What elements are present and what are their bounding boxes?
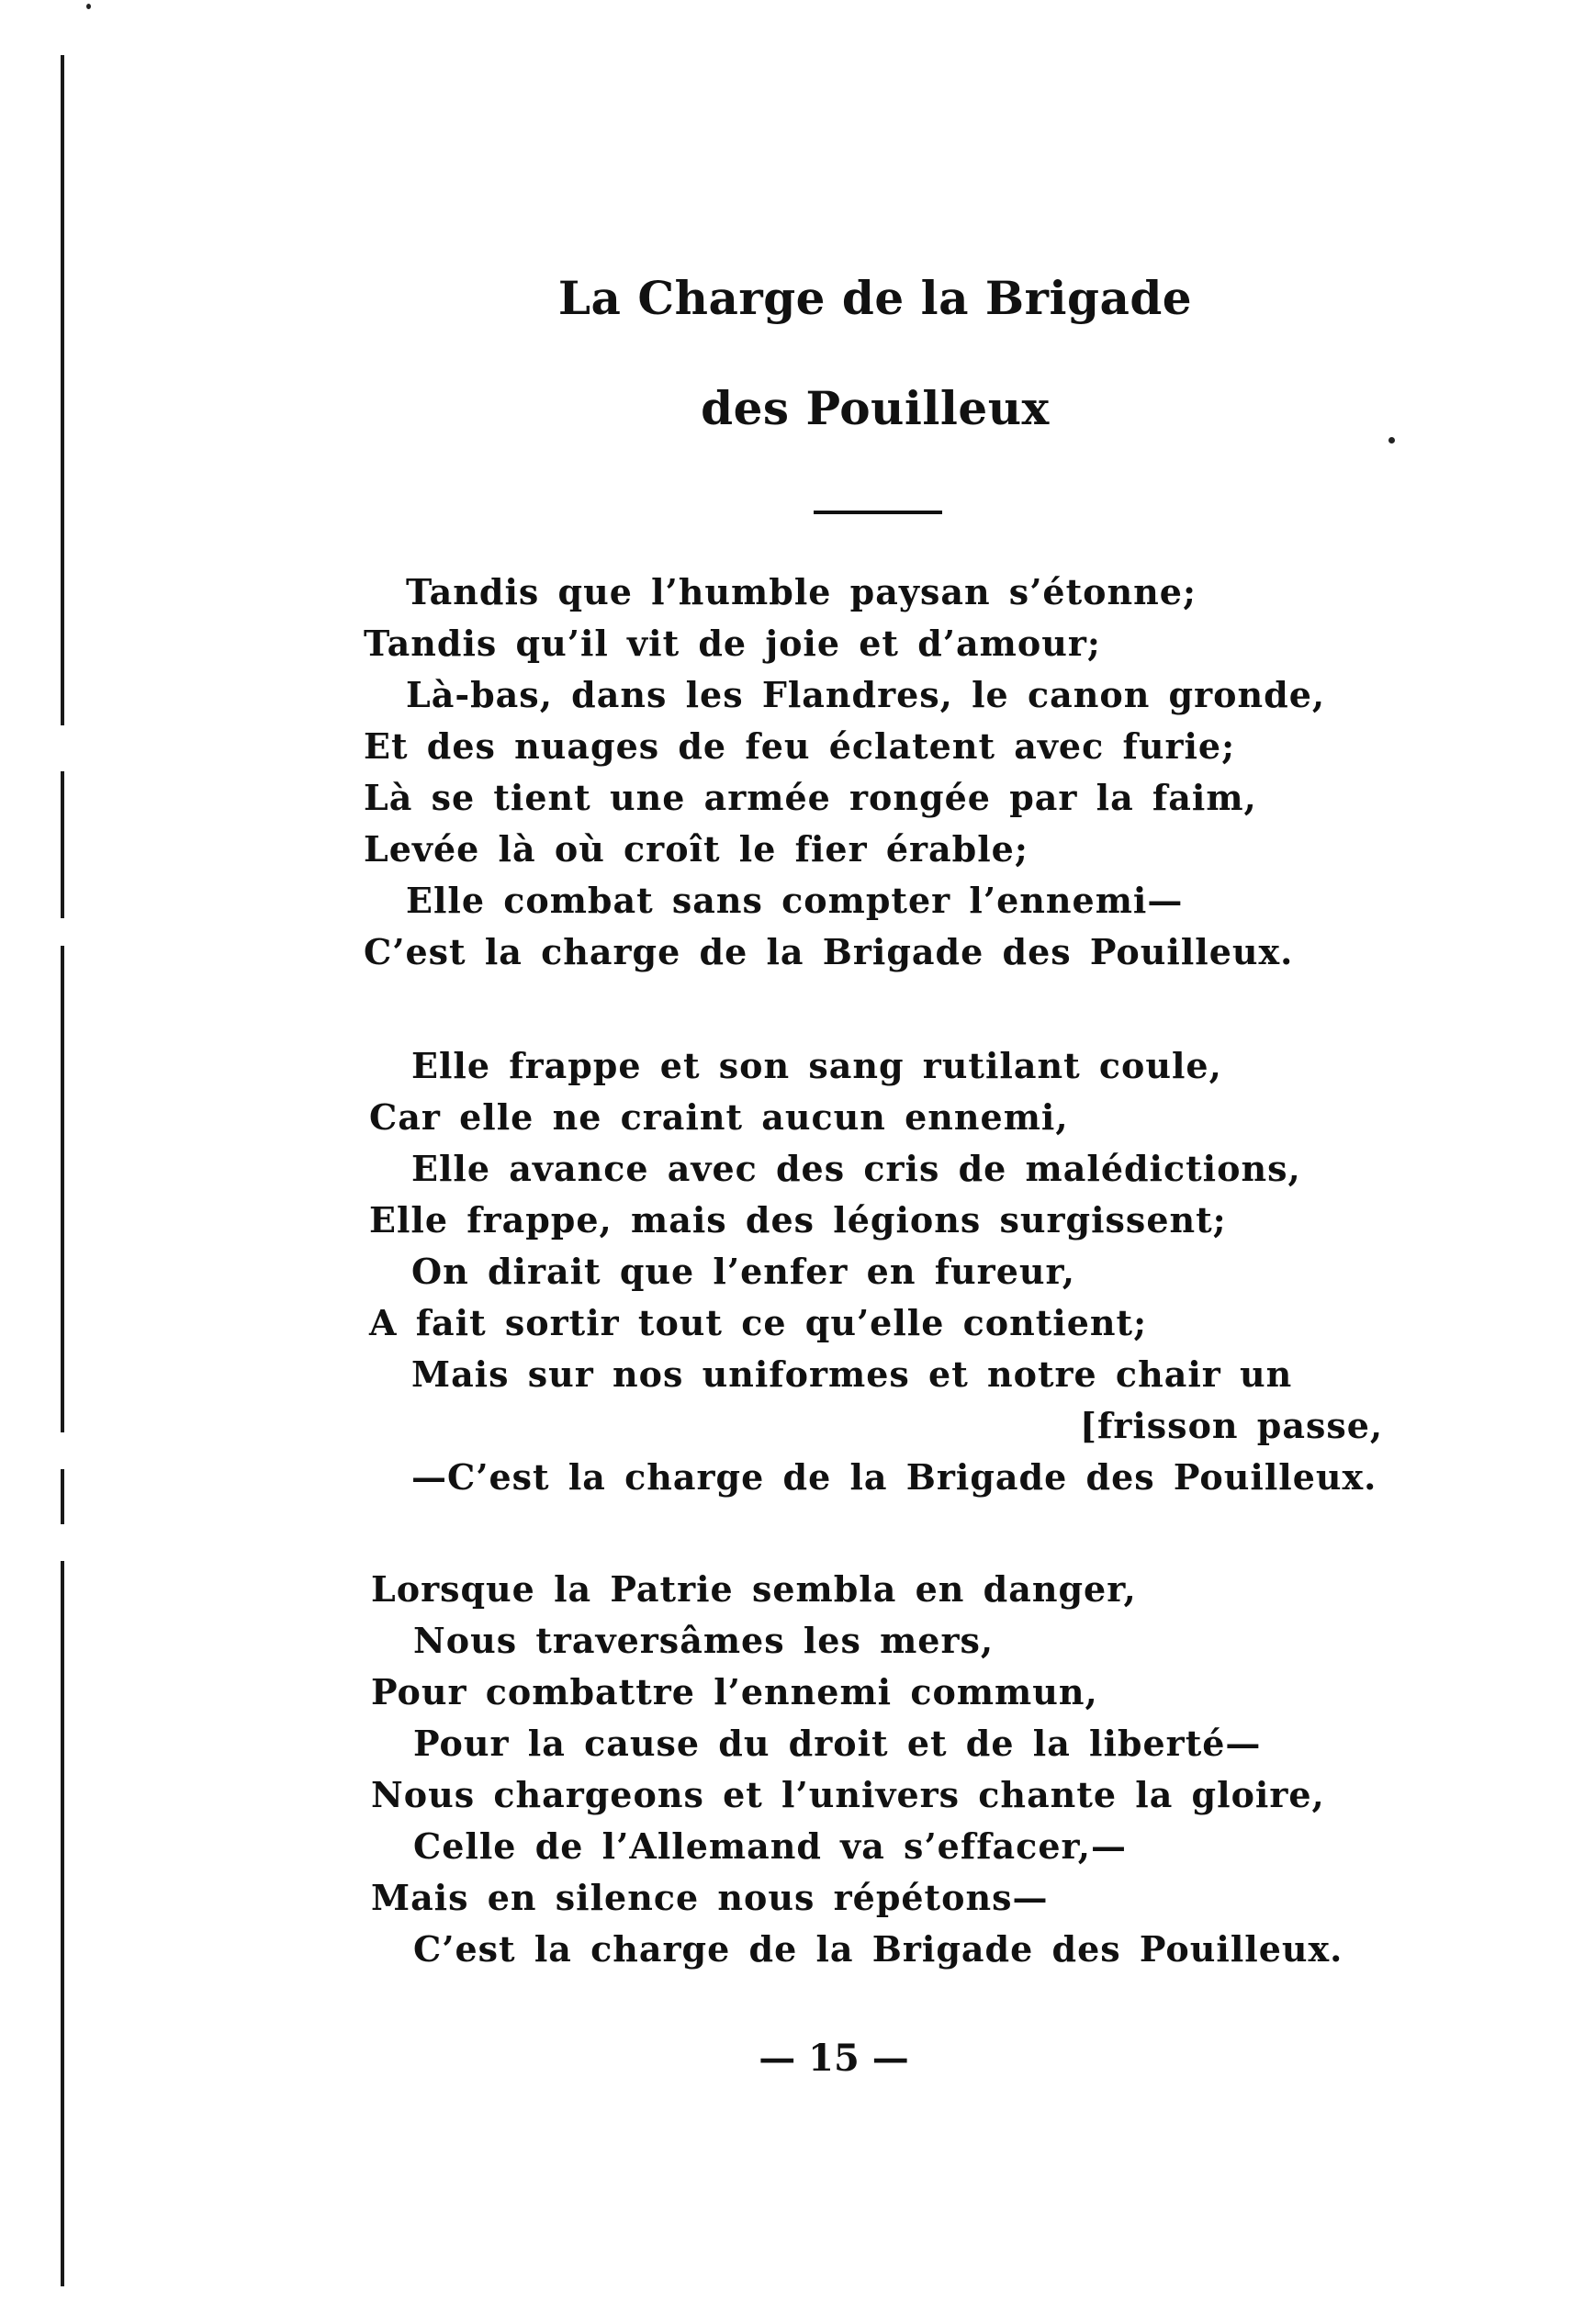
verse-line: Lorsque la Patrie sembla en danger, [371,1568,1137,1610]
scan-edge-gap [57,918,68,946]
verse-line: Et des nuages de feu éclatent avec furie; [364,725,1236,767]
verse-line: Elle frappe, mais des légions surgissent; [369,1199,1227,1241]
scan-edge-gap [57,725,68,771]
verse-line: Là se tient une armée rongée par la faim, [364,777,1257,818]
verse-line: Celle de l’Allemand va s’effacer,— [413,1825,1127,1867]
verse-line: Levée là où croît le fier érable; [364,828,1029,870]
scan-speck [1388,437,1395,443]
scan-edge-gap [57,1432,68,1469]
verse-line: A fait sortir tout ce qu’elle contient; [369,1302,1148,1343]
verse-line: Car elle ne craint aucun ennemi, [369,1096,1069,1138]
verse-line: Elle frappe et son sang rutilant coule, [411,1045,1222,1086]
poem-title-line-2: des Pouilleux [701,381,1050,435]
verse-line: C’est la charge de la Brigade des Pouilleux. [364,931,1294,972]
verse-line: —C’est la charge de la Brigade des Pouilleux. [411,1456,1377,1498]
verse-line: Pour combattre l’ennemi commun, [371,1671,1098,1712]
verse-line: Là-bas, dans les Flandres, le canon gronde, [406,674,1326,715]
verse-line: C’est la charge de la Brigade des Pouilleux. [413,1928,1343,1970]
verse-line: Mais sur nos uniformes et notre chair un [411,1353,1293,1395]
verse-line: Nous chargeons et l’univers chante la gloire, [371,1774,1325,1815]
verse-line: Tandis qu’il vit de joie et d’amour; [364,623,1101,664]
verse-line: On dirait que l’enfer en fureur, [411,1251,1075,1292]
verse-line: Elle combat sans compter l’ennemi— [406,880,1184,921]
verse-line: Tandis que l’humble paysan s’étonne; [406,571,1197,612]
verse-line-turnover: [frisson passe, [1080,1405,1384,1446]
title-rule [814,511,942,514]
scan-speck [86,4,91,9]
verse-line: Pour la cause du droit et de la liberté— [413,1723,1262,1764]
scan-edge-line [61,55,64,2286]
page-number: — 15 — [759,2037,909,2080]
verse-line: Elle avance avec des cris de malédictions, [411,1148,1301,1189]
scan-edge-gap [57,1524,68,1561]
poem-title-line-1: La Charge de la Brigade [557,271,1193,325]
verse-line: Nous traversâmes les mers, [413,1620,995,1661]
verse-line: Mais en silence nous répétons— [371,1877,1049,1918]
